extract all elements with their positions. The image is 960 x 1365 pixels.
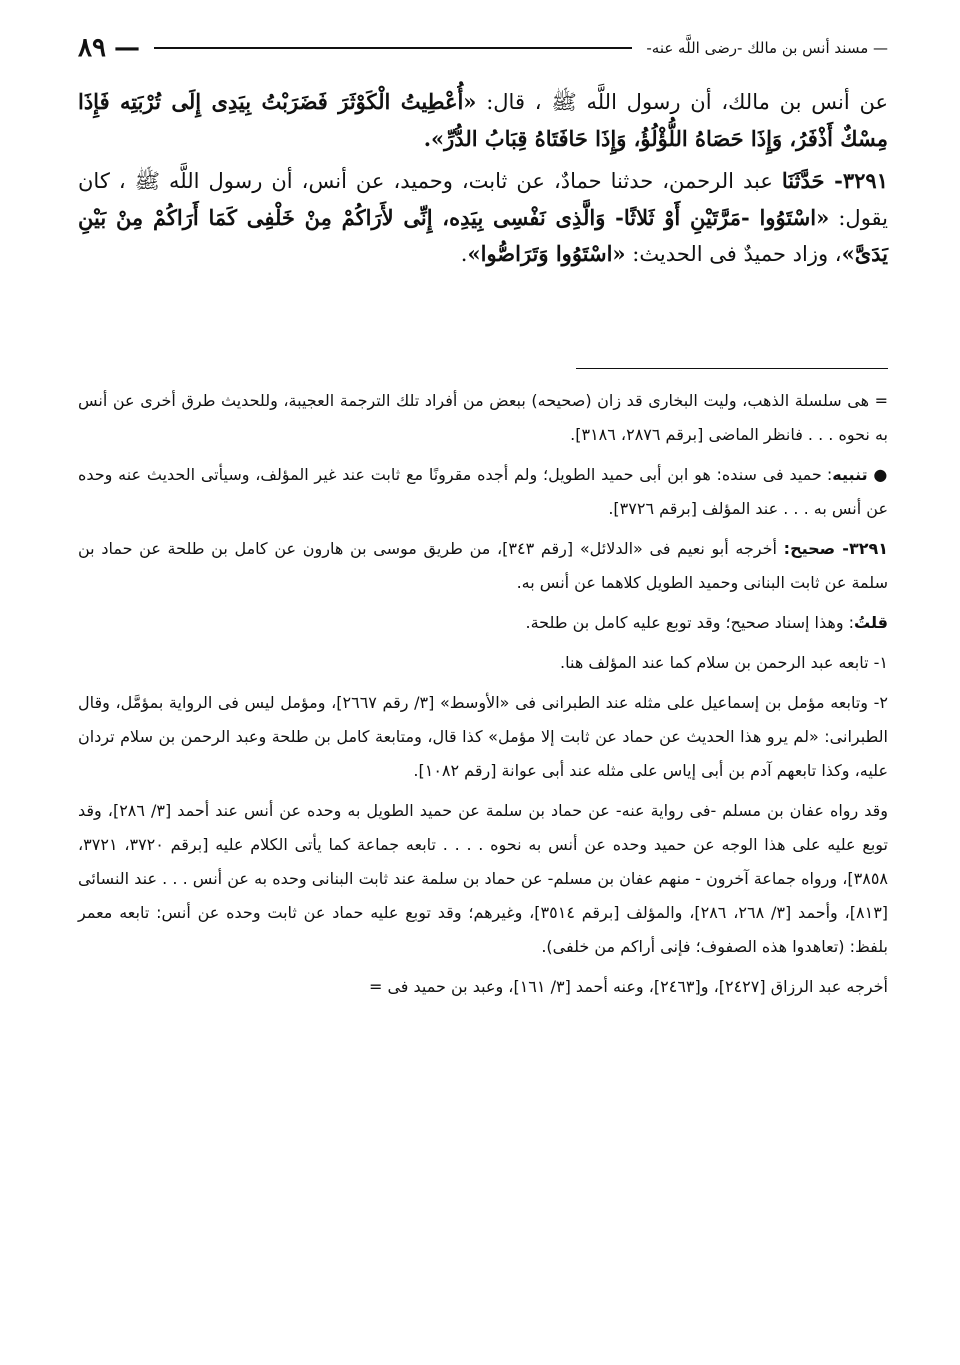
hadith-2-middle: ، وزاد حميدٌ فى الحديث: [625,242,842,266]
tanbih-label: تنبيه [832,465,868,484]
footnote-qultu [78,606,888,640]
footnote-3291-label: ٣٢٩١- صحيح: [783,539,888,558]
running-title: — مسند أنس بن مالك -رضى اللَّه عنه- [646,39,888,57]
qultu-text: : وهذا إسناد صحيح؛ وقد توبع عليه كامل بن طلحة. [525,613,855,632]
hadith-2-quote-2: «اسْتَوُوا وَتَرَاصُّوا» [467,241,626,266]
hadith-paragraph-1 [78,84,888,157]
footnote-tanbih [78,458,888,526]
footnote-paragraph-abdulrazzaq: أخرجه عبد الرزاق [٢٤٢٧]، و[٢٤٦٣]، وعنه أحمد [٣/ ١٦١]، وعبد بن حميد فى = [368,977,888,996]
hadith-1-quote: «أُعْطِيتُ الْكَوْثَرَ فَضَرَبْتُ بِيَدِى إِلَى تُرْبَتِه فَإِذَا مِسْكٌ أَذْفَرُ، وَإِذَا حَصَاهُ اللُّؤْلُؤُ، وَإِذَا حَافَتَاهُ قِبَابُ الدُّرِّ». [78,89,888,151]
footnote-paragraph-affan: وقد رواه عفان بن مسلم -فى رواية عنه- عن حماد بن سلمة عن حميد الطويل به وحده عن أنس عند أحمد [٣/ ٢٨٦]، وقد توبع عليه على هذا الوجه عن حميد وحده عن أنس به نحوه . . . . تابعه جماعة كما يأتى الكلام عليه [برقم ٣٧٢٠، ٣٧٢١، ٣٨٥٨]، ورواه جماعة آخرون - منهم عفان بن مسلم- عن حماد بن سلمة عند ثابت البنانى وحده به عن أنس . . . عند النسائى [٨١٣]، وأحمد [٣/ ٢٦٨، ٢٨٦]، والمؤلف [برقم ٣٥١٤]، وغيرهم؛ وقد توبع عليه حماد عن ثابت وحده عن أنس: تابعه معمر بلفظ: (تعاهدوا هذه الصفوف؛ فإنى أراكم من خلفى). [78,801,889,956]
footnote-item-2: ٢- وتابعه مؤمل بن إسماعيل على مثله عند الطبرانى فى «الأوسط» [٣/ رقم ٢٦٦٧]، ومؤمل ليس فى الرواية بمؤمَّل، وقال الطبرانى: «لم يرو هذا الحديث عن حماد عن ثابت إلا مؤمل» كذا قال، ومتابعة كامل بن طلحة وعبد الرحمن بن سلام تردان عليه، وكذا تابعهم آدم بن أبى إياس على مثله عند أبى عوانة [رقم ١٠٨٢]. [78,693,889,780]
hadith-2-quote-1: «اسْتَوُوا -مَرَّتَيْنِ أَوْ ثَلاثًا- وَالَّذِى نَفْسِى بِيَدِه، إِنِّى لأَرَاكُمْ مِنْ خَلْفِى كَمَا أَرَاكُمْ مِنْ بَيْنِ يَدَىَّ» [78,204,888,266]
page-header [78,28,888,68]
footnote-3291-text: أخرجه أبو نعيم فى «الدلائل» [رقم ٣٤٣]، من طريق موسى بن هارون عن كامل بن طلحة عن حماد بن سلمة عن ثابت البنانى وحميد الطويل كلاهما عن أنس به. [78,539,888,592]
hadith-number: ٣٢٩١ [842,168,888,193]
haddathana-word: حَدَّثَنَا [781,168,825,193]
header-rule [154,47,632,49]
footnote-item-1: ١- تابعه عبد الرحمن بن سلام كما عند المؤلف هنا. [560,653,888,672]
tanbih-text: : حميد فى سنده: هو ابن أبى حميد الطويل؛ ولم أجده مقرونًا مع ثابت عند غير المؤلف، وسيأتى الحديث عنه وحده عن أنس به . . . عند المؤلف [برقم ٣٧٢٦]. [78,465,888,518]
hadith-number-dash: - [824,168,843,193]
bullet-icon: ● [873,465,889,484]
footnote-3291 [78,532,888,600]
page-number: ٨٩ — [78,33,140,63]
hadith-2-end: . [460,242,468,266]
hadith-paragraph-2 [78,163,888,273]
qultu-label: قلتُ [854,613,888,632]
hadith-chain: عبد الرحمن، حدثنا حمادٌ، عن ثابت، وحميد، عن أنس، أن رسول اللَّه ﷺ ، كان يقول: [78,169,889,230]
footnote-continuation: = هى سلسلة الذهب، وليت البخارى قد زان (صحيحه) ببعض من أفراد تلك الترجمة العجيبة، وللحديث طرق أخرى عن أنس به نحوه . . . فانظر الماضى [برقم ٢٨٧٦، ٣١٨٦]. [78,391,888,444]
hadith-1-intro: عن أنس بن مالك، أن رسول اللَّه ﷺ ، قال: [476,90,888,114]
footnote-separator [576,368,888,369]
main-text [78,84,888,273]
page-number-dash: — [113,33,140,63]
footnotes [78,384,888,1004]
